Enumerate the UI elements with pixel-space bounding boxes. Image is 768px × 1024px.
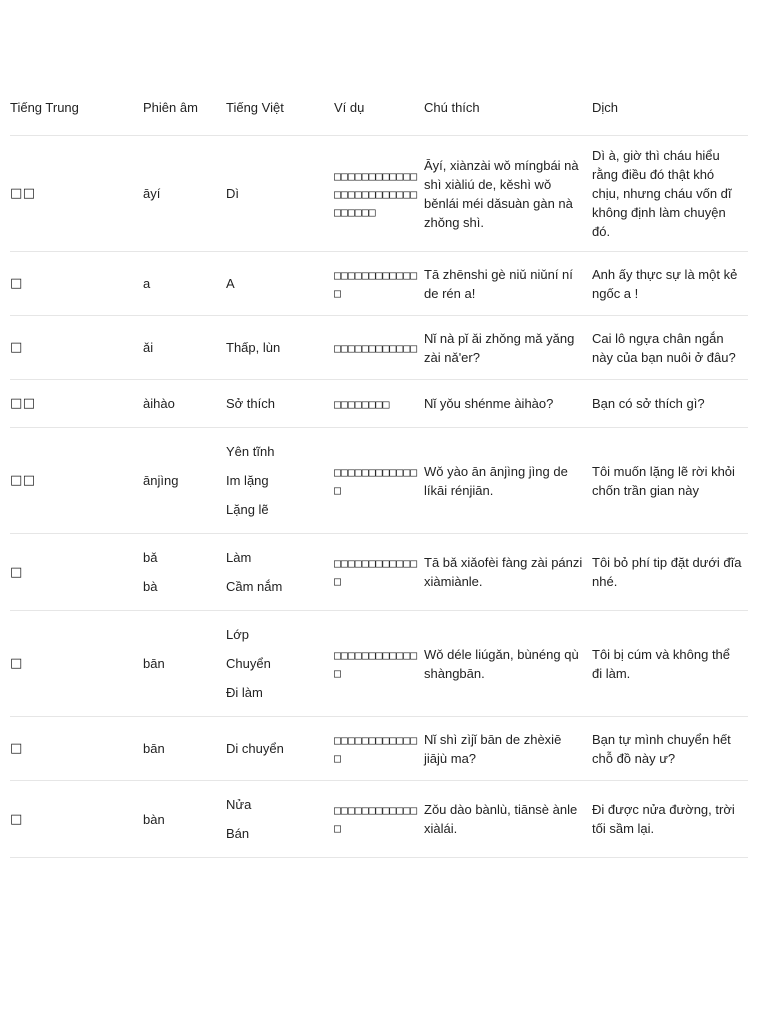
pinyin-line: bà [143,579,158,594]
table-row [10,136,748,252]
table-row [10,316,748,380]
col-header-chinese: Tiếng Trung [10,88,143,136]
cell-vietnamese [226,717,334,781]
cell-example: □□□□□□□□□□□□□□□□□□□□□□□□□□□□□□ [334,136,424,252]
table-row [10,380,748,428]
table-header-row [10,88,748,136]
cell-translation: Tôi bỏ phí tip đặt dưới đĩa nhé. [592,534,748,611]
pinyin-line: ānjìng [143,473,179,488]
pinyin-line: bān [143,656,165,671]
col-header-translation: Dịch [592,88,748,136]
meaning-line: Bán [226,826,250,841]
cell-chinese: □ [10,534,143,611]
col-header-note: Chú thích [424,88,592,136]
cell-example: □□□□□□□□□□□□ [334,316,424,380]
cell-pinyin [143,534,226,611]
pinyin-line: ǎi [143,340,154,355]
cell-example: □□□□□□□□□□□□□ [334,717,424,781]
pinyin-line: a [143,276,151,291]
cell-chinese: □ [10,252,143,316]
cell-vietnamese [226,380,334,428]
cell-chinese: □ [10,611,143,717]
cell-vietnamese [226,252,334,316]
cell-note: Zǒu dào bànlù, tiānsè ànle xiàlái. [424,781,592,858]
cell-vietnamese [226,316,334,380]
pinyin-line: bān [143,741,165,756]
meaning-line: Làm [226,550,252,565]
cell-example: □□□□□□□□□□□□□ [334,428,424,534]
cell-chinese: □ [10,717,143,781]
cell-example: □□□□□□□□□□□□□ [334,781,424,858]
cell-note: Āyí, xiànzài wǒ míngbái nà shì xiàliú de, kěshì wǒ běnlái méi dǎsuàn gàn nà zhǒng shì. [424,136,592,252]
cell-translation: Bạn tự mình chuyển hết chỗ đồ này ư? [592,717,748,781]
cell-translation: Bạn có sở thích gì? [592,380,748,428]
meaning-line: Lặng lẽ [226,502,269,517]
meaning-line: Cầm nắm [226,579,283,594]
cell-vietnamese [226,428,334,534]
cell-translation: Cai lô ngựa chân ngắn này của bạn nuôi ở đâu? [592,316,748,380]
cell-note: Tā bǎ xiǎofèi fàng zài pánzi xiàmiànle. [424,534,592,611]
table-body [10,136,748,858]
meaning-line: A [226,276,235,291]
cell-translation: Dì à, giờ thì cháu hiểu rằng điều đó thật khó chịu, nhưng cháu vốn dĩ không định làm chuyện đó. [592,136,748,252]
cell-pinyin [143,252,226,316]
cell-vietnamese [226,781,334,858]
cell-chinese: □□ [10,136,143,252]
cell-translation: Đi được nửa đường, trời tối sầm lại. [592,781,748,858]
meaning-line: Dì [226,186,239,201]
table-row [10,611,748,717]
meaning-line: Đi làm [226,685,263,700]
meaning-line: Im lặng [226,473,269,488]
cell-note: Tā zhēnshi gè niǔ niǔní ní de rén a! [424,252,592,316]
cell-translation: Tôi bị cúm và không thể đi làm. [592,611,748,717]
pinyin-line: āyí [143,186,161,201]
cell-translation: Anh ấy thực sự là một kẻ ngốc a ! [592,252,748,316]
cell-pinyin [143,611,226,717]
cell-example: □□□□□□□□□□□□□ [334,611,424,717]
meaning-line: Nửa [226,797,252,812]
meaning-line: Yên tĩnh [226,444,275,459]
col-header-pinyin: Phiên âm [143,88,226,136]
meaning-line: Chuyển [226,656,271,671]
cell-chinese: □ [10,316,143,380]
table-row [10,717,748,781]
cell-note: Wǒ yào ān ānjìng jìng de líkāi rénjiān. [424,428,592,534]
cell-example: □□□□□□□□ [334,380,424,428]
cell-chinese: □□ [10,428,143,534]
cell-pinyin [143,136,226,252]
cell-pinyin [143,717,226,781]
cell-vietnamese [226,534,334,611]
meaning-line: Lớp [226,627,249,642]
cell-vietnamese [226,611,334,717]
cell-translation: Tôi muốn lặng lẽ rời khỏi chốn trần gian này [592,428,748,534]
meaning-line: Di chuyển [226,741,284,756]
cell-chinese: □ [10,781,143,858]
table-row [10,534,748,611]
cell-pinyin [143,428,226,534]
pinyin-line: bǎ [143,550,158,565]
cell-pinyin [143,316,226,380]
cell-note: Wǒ déle liúgǎn, bùnéng qù shàngbān. [424,611,592,717]
meaning-line: Sở thích [226,396,275,411]
cell-note: Nǐ shì zìjǐ bān de zhèxiē jiājù ma? [424,717,592,781]
cell-vietnamese [226,136,334,252]
cell-note: Nǐ nà pǐ ǎi zhǒng mǎ yǎng zài nǎ'er? [424,316,592,380]
vocabulary-table [10,88,748,858]
cell-example: □□□□□□□□□□□□□ [334,534,424,611]
table-row [10,428,748,534]
meaning-line: Thấp, lùn [226,340,281,355]
table-row [10,781,748,858]
pinyin-line: àihào [143,396,175,411]
cell-example: □□□□□□□□□□□□□ [334,252,424,316]
cell-pinyin [143,380,226,428]
cell-note: Nǐ yǒu shénme àihào? [424,380,592,428]
cell-pinyin [143,781,226,858]
cell-chinese: □□ [10,380,143,428]
col-header-vietnamese: Tiếng Việt [226,88,334,136]
col-header-example: Ví dụ [334,88,424,136]
pinyin-line: bàn [143,811,165,827]
table-row [10,252,748,316]
